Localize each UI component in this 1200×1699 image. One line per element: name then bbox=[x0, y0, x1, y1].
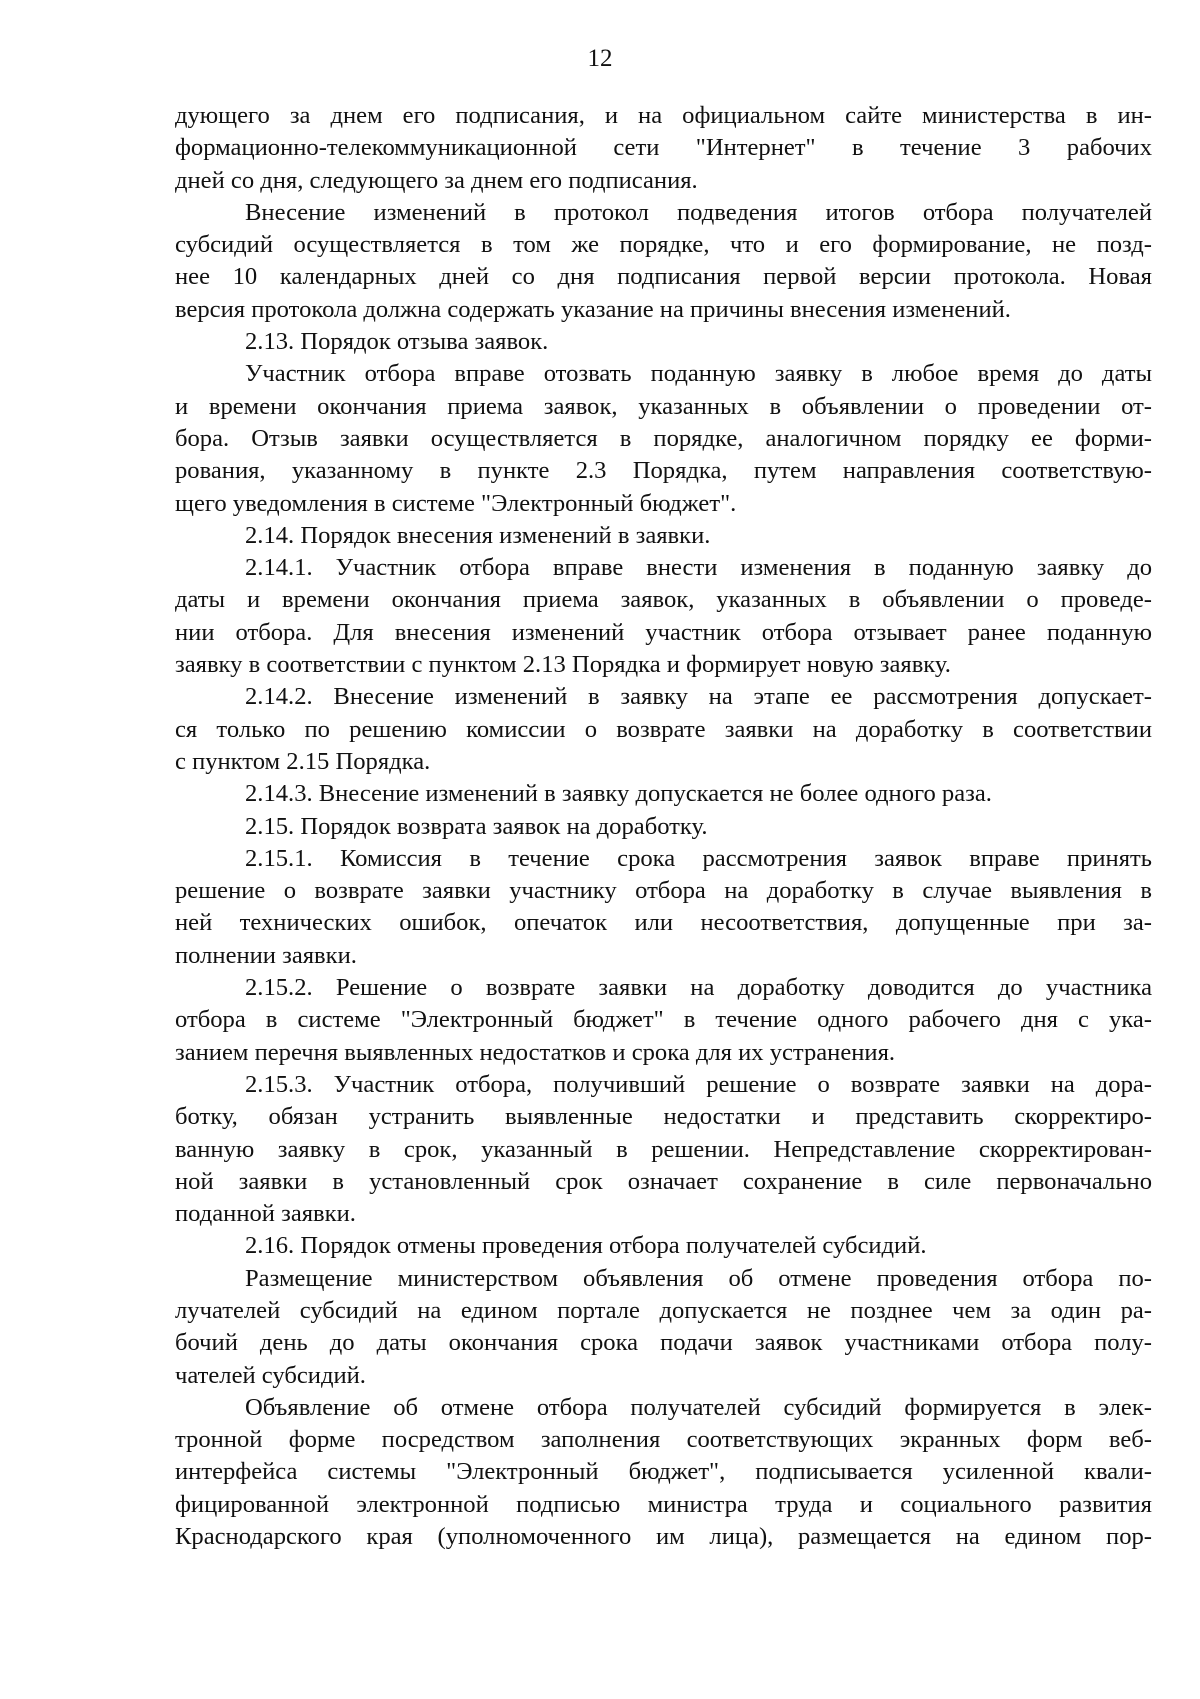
text-line: Краснодарского края (уполномоченного им лица), размещается на едином пор- bbox=[175, 1523, 1152, 1551]
text-line: интерфейса системы "Электронный бюджет", подписывается усиленной квали- bbox=[175, 1458, 1152, 1486]
text-line: бора. Отзыв заявки осуществляется в порядке, аналогичном порядку ее форми- bbox=[175, 424, 1152, 452]
text-line: чателей субсидий. bbox=[175, 1361, 366, 1389]
text-line: 2.14.2. Внесение изменений в заявку на этапе ее рассмотрения допускает- bbox=[245, 683, 1152, 711]
section-heading bbox=[175, 1230, 1152, 1262]
text-line: решение о возврате заявки участнику отбора на доработку в случае выявления в bbox=[175, 877, 1152, 905]
text-line: щего уведомления в системе "Электронный бюджет". bbox=[175, 489, 737, 517]
text-line: полнении заявки. bbox=[175, 941, 357, 969]
text-line: 2.14.3. Внесение изменений в заявку допускается не более одного раза. bbox=[245, 780, 992, 808]
text-line: бочий день до даты окончания срока подачи заявок участниками отбора полу- bbox=[175, 1329, 1152, 1357]
text-line: ботку, обязан устранить выявленные недостатки и представить скорректиро- bbox=[175, 1103, 1152, 1131]
text-line: формационно-телекоммуникационной сети "Интернет" в течение 3 рабочих bbox=[175, 134, 1152, 162]
paragraph bbox=[175, 681, 1152, 778]
text-line: нее 10 календарных дней со дня подписания первой версии протокола. Новая bbox=[175, 263, 1152, 291]
text-line: 2.15.2. Решение о возврате заявки на доработку доводится до участника bbox=[245, 974, 1152, 1002]
paragraph bbox=[175, 1263, 1152, 1392]
text-line: дней со дня, следующего за днем его подписания. bbox=[175, 166, 698, 194]
text-line: фицированной электронной подписью министра труда и социального развития bbox=[175, 1490, 1152, 1518]
text-line: нии отбора. Для внесения изменений участник отбора отзывает ранее поданную bbox=[175, 618, 1152, 646]
paragraph bbox=[175, 197, 1152, 326]
text-line: с пунктом 2.15 Порядка. bbox=[175, 747, 431, 775]
text-line: ванную заявку в срок, указанный в решении. Непредставление скорректирован- bbox=[175, 1135, 1152, 1163]
paragraph bbox=[175, 100, 1152, 197]
text-line: 2.14. Порядок внесения изменений в заявки. bbox=[245, 521, 711, 549]
text-line: 2.14.1. Участник отбора вправе внести изменения в поданную заявку до bbox=[245, 554, 1152, 582]
text-line: заявку в соответствии с пунктом 2.13 Порядка и формирует новую заявку. bbox=[175, 651, 951, 679]
text-line: Размещение министерством объявления об отмене проведения отбора по- bbox=[245, 1264, 1152, 1292]
text-line: отбора в системе "Электронный бюджет" в течение одного рабочего дня с ука- bbox=[175, 1006, 1152, 1034]
text-line: даты и времени окончания приема заявок, указанных в объявлении о проведе- bbox=[175, 586, 1152, 614]
section-heading bbox=[175, 811, 1152, 843]
text-line: рования, указанному в пункте 2.3 Порядка, путем направления соответствую- bbox=[175, 457, 1152, 485]
text-line: 2.16. Порядок отмены проведения отбора получателей субсидий. bbox=[245, 1232, 927, 1260]
text-line: ся только по решению комиссии о возврате заявки на доработку в соответствии bbox=[175, 715, 1152, 743]
text-line: 2.15.3. Участник отбора, получивший решение о возврате заявки на дора- bbox=[245, 1070, 1152, 1098]
text-line: лучателей субсидий на едином портале допускается не позднее чем за один ра- bbox=[175, 1296, 1152, 1324]
text-line: поданной заявки. bbox=[175, 1200, 356, 1228]
section-heading bbox=[175, 520, 1152, 552]
text-line: 2.15.1. Комиссия в течение срока рассмотрения заявок вправе принять bbox=[245, 844, 1152, 872]
text-line: Участник отбора вправе отозвать поданную заявку в любое время до даты bbox=[245, 360, 1152, 388]
text-line: 2.13. Порядок отзыва заявок. bbox=[245, 328, 549, 356]
paragraph bbox=[175, 972, 1152, 1069]
text-line: Объявление об отмене отбора получателей субсидий формируется в элек- bbox=[245, 1393, 1152, 1421]
paragraph bbox=[175, 1392, 1152, 1553]
paragraph bbox=[175, 778, 1152, 810]
paragraph bbox=[175, 1069, 1152, 1230]
text-line: занием перечня выявленных недостатков и срока для их устранения. bbox=[175, 1038, 896, 1066]
paragraph bbox=[175, 843, 1152, 972]
document-body bbox=[175, 100, 1152, 1553]
text-line: версия протокола должна содержать указание на причины внесения изменений. bbox=[175, 295, 1011, 323]
text-line: тронной форме посредством заполнения соответствующих экранных форм веб- bbox=[175, 1426, 1152, 1454]
text-line: ной заявки в установленный срок означает сохранение в силе первоначально bbox=[175, 1167, 1152, 1195]
paragraph bbox=[175, 358, 1152, 519]
page-number: 12 bbox=[587, 45, 613, 72]
text-line: 2.15. Порядок возврата заявок на доработку. bbox=[245, 812, 708, 840]
text-line: дующего за днем его подписания, и на официальном сайте министерства в ин- bbox=[175, 102, 1152, 129]
text-line: и времени окончания приема заявок, указанных в объявлении о проведении от- bbox=[175, 392, 1152, 420]
paragraph bbox=[175, 552, 1152, 681]
text-line: Внесение изменений в протокол подведения итогов отбора получателей bbox=[245, 198, 1152, 226]
section-heading bbox=[175, 326, 1152, 358]
text-line: субсидий осуществляется в том же порядке, что и его формирование, не позд- bbox=[175, 231, 1152, 259]
text-line: ней технических ошибок, опечаток или несоответствия, допущенные при за- bbox=[175, 909, 1152, 937]
